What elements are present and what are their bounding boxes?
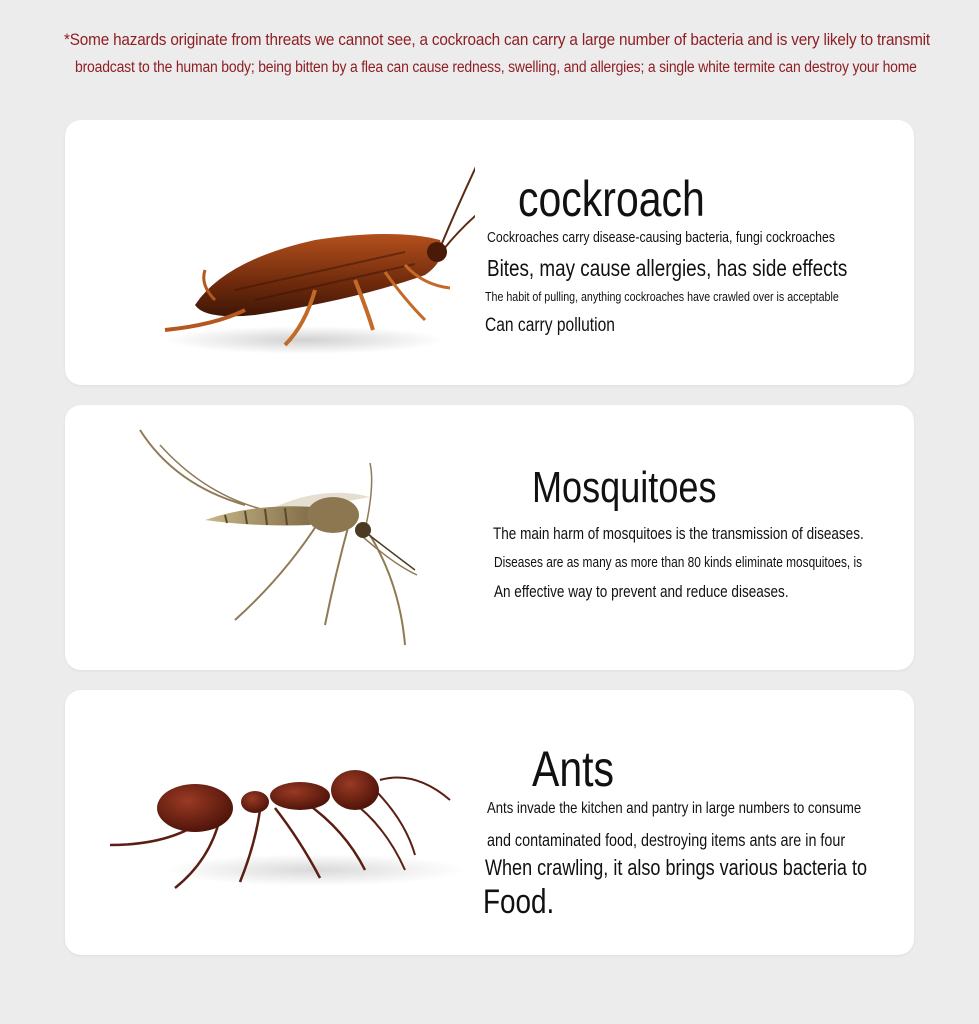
notice-line-1: *Some hazards originate from threats we cannot see, a cockroach can carry a large number of bacteria and is very likely to transmit	[64, 30, 930, 49]
cockroach-title: cockroach	[518, 171, 705, 227]
notice-line-2: broadcast to the human body; being bitten by a flea can cause redness, swelling, and allergies; a single white termite can destroy your home	[75, 59, 917, 76]
mosquito-photo-icon	[105, 425, 475, 650]
mosquito-line-2: Diseases are as many as more than 80 kinds eliminate mosquitoes, is	[494, 555, 863, 571]
mosquito-line-3: An effective way to prevent and reduce diseases.	[494, 583, 789, 601]
warning-notice	[64, 30, 964, 77]
cockroach-line-1: Cockroaches carry disease-causing bacteria, fungi cockroaches	[487, 229, 835, 246]
ant-line-2: and contaminated food, destroying items ants are in four	[487, 830, 846, 850]
cockroach-text	[485, 120, 905, 385]
cockroach-line-2: Bites, may cause allergies, has side effects	[487, 255, 848, 281]
ant-text	[485, 690, 905, 955]
ant-line-3: When crawling, it also brings various bacteria to	[485, 855, 868, 880]
ant-photo-icon	[105, 710, 475, 935]
cockroach-line-4: Can carry pollution	[485, 315, 615, 336]
mosquito-line-1: The main harm of mosquitoes is the transmission of diseases.	[493, 525, 864, 543]
cockroach-card	[65, 120, 914, 385]
cockroach-photo-icon	[105, 140, 475, 365]
mosquito-card	[65, 405, 914, 670]
ant-card	[65, 690, 914, 955]
cockroach-line-3: The habit of pulling, anything cockroaches have crawled over is acceptable	[485, 289, 839, 304]
ant-line-4: Food.	[483, 883, 555, 921]
mosquito-text	[485, 405, 905, 670]
ant-title: Ants	[532, 741, 615, 797]
mosquito-title: Mosquitoes	[532, 463, 717, 512]
ant-line-1: Ants invade the kitchen and pantry in large numbers to consume	[487, 800, 862, 817]
